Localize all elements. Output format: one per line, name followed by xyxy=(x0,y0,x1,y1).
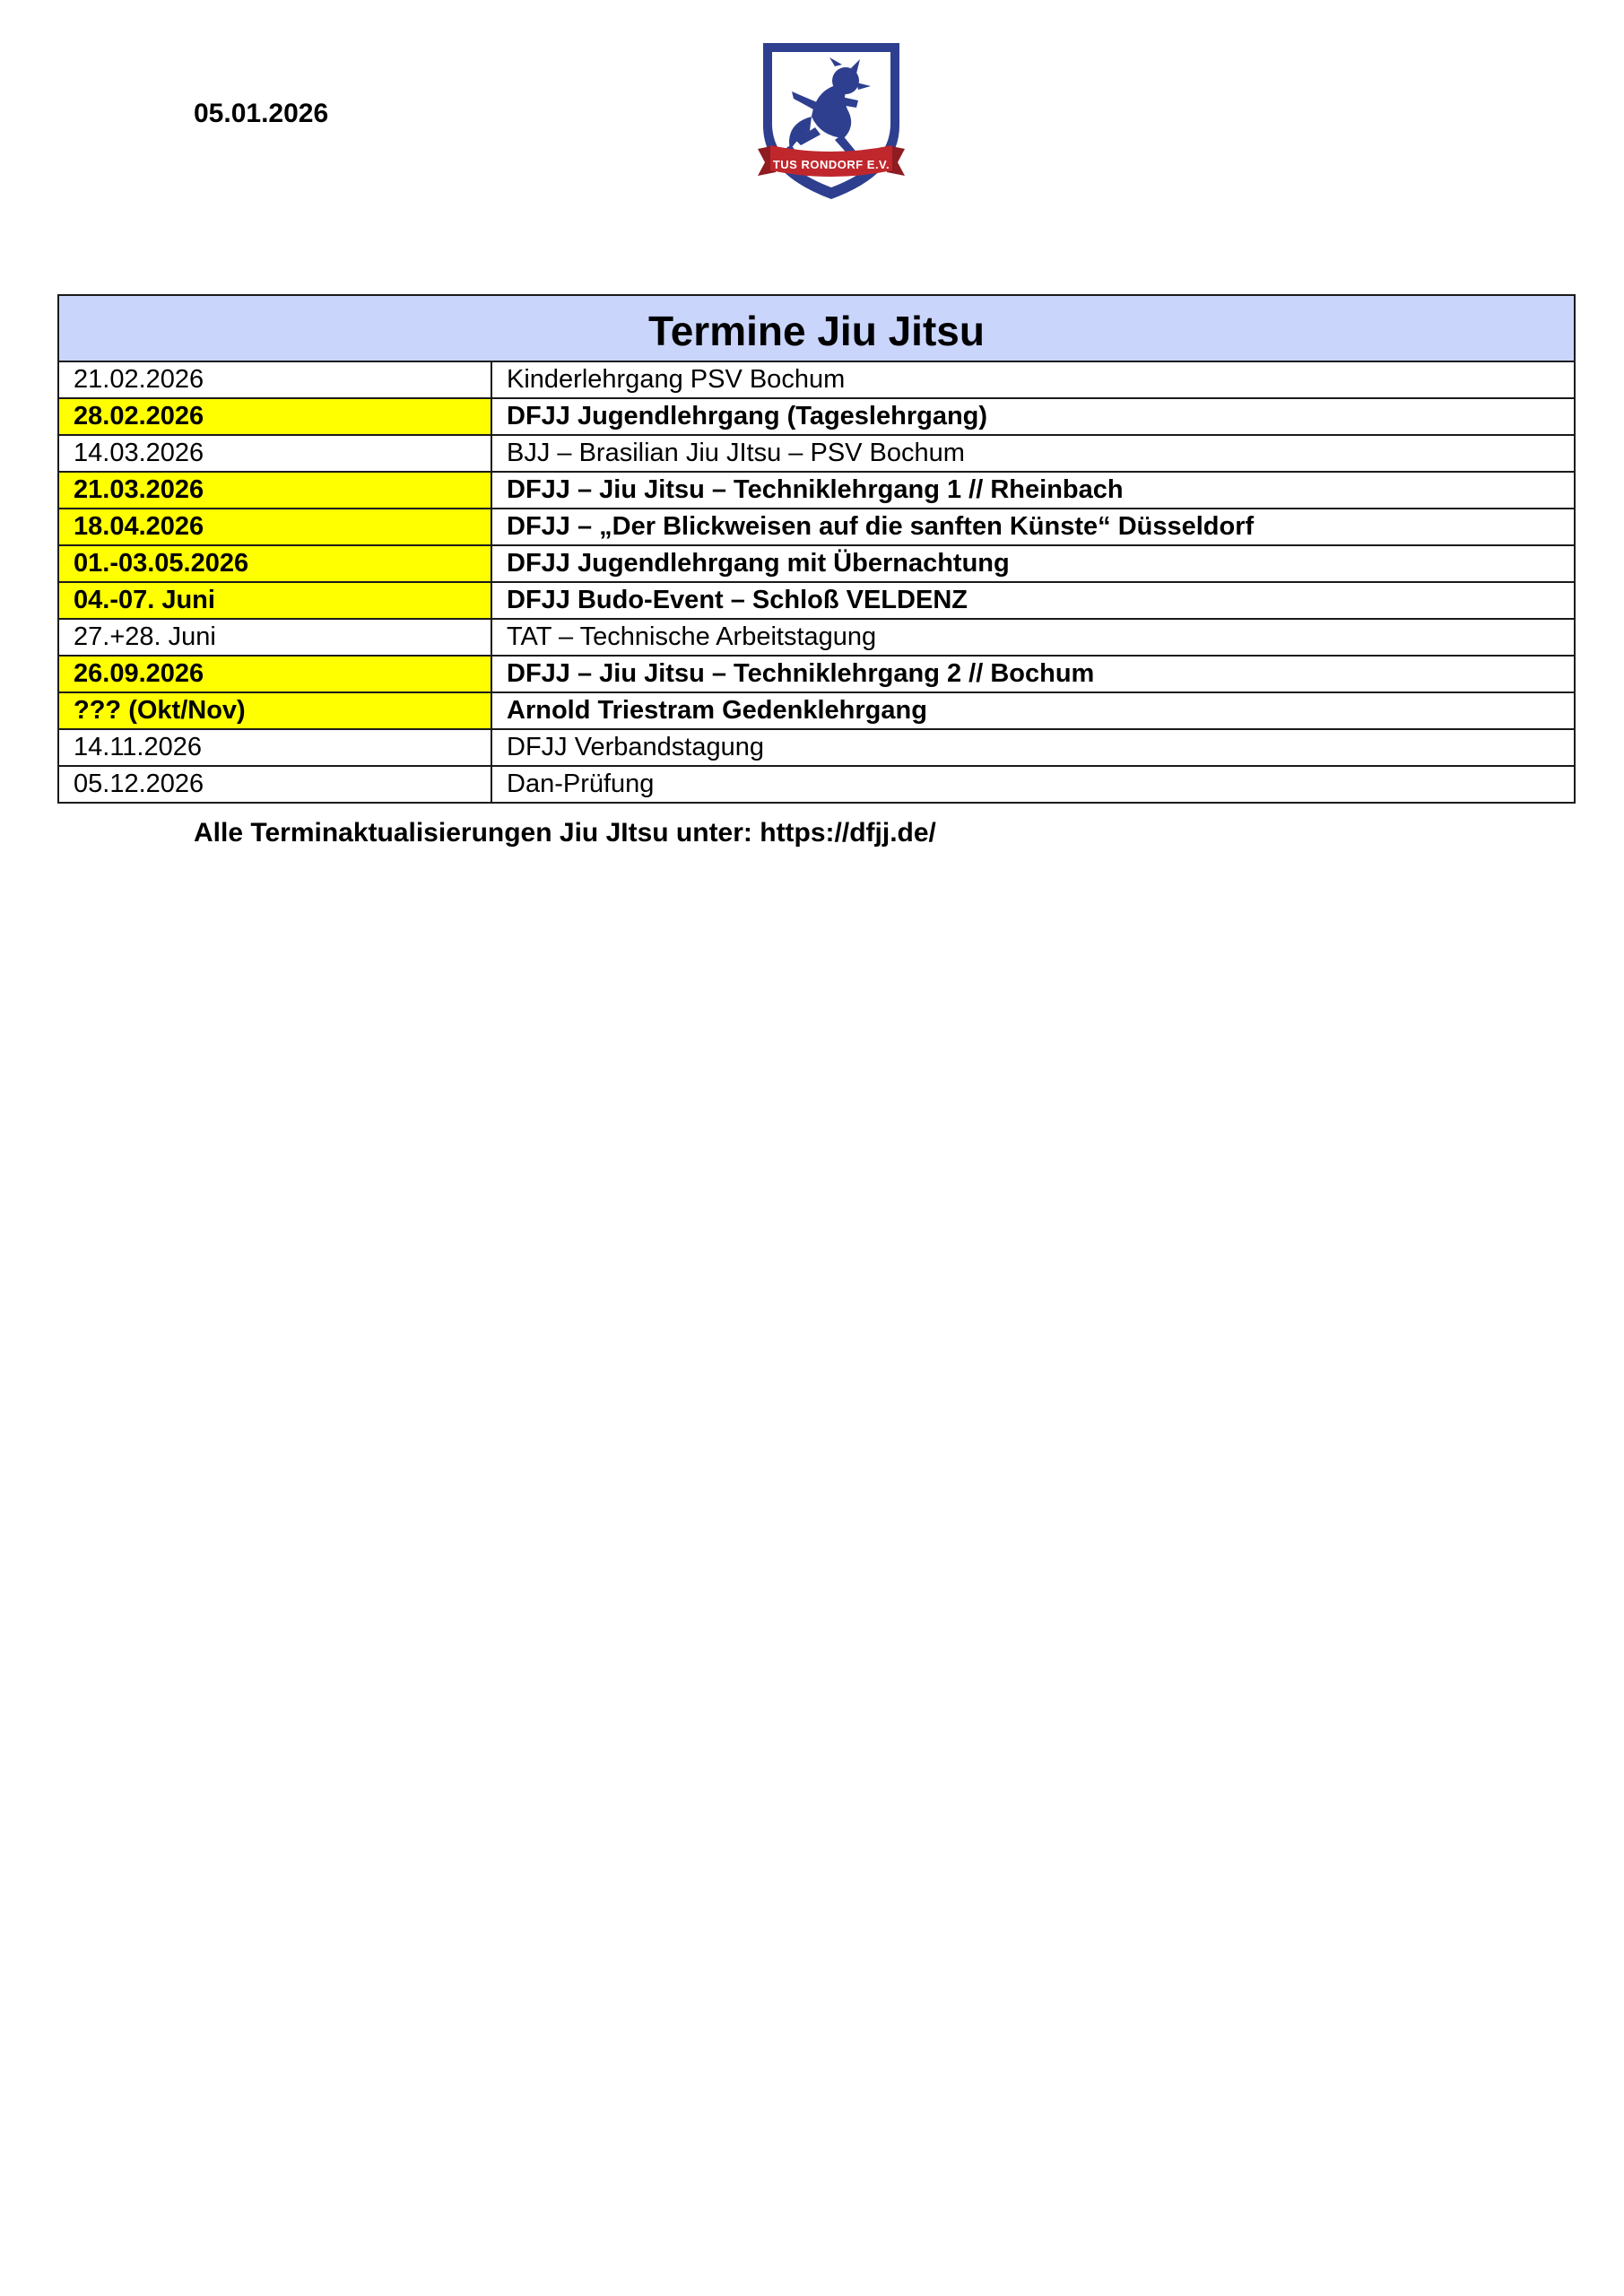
table-row xyxy=(58,766,1575,803)
footer-note: Alle Terminaktualisierungen Jiu JItsu unter: https://dfjj.de/ xyxy=(194,818,936,848)
event-name: DFJJ Verbandstagung xyxy=(491,729,1575,766)
document-date: 05.01.2026 xyxy=(194,99,329,128)
event-name: TAT – Technische Arbeitstagung xyxy=(491,619,1575,656)
table-row xyxy=(58,656,1575,692)
event-date: 18.04.2026 xyxy=(58,509,491,545)
club-logo xyxy=(758,39,905,206)
table-row xyxy=(58,545,1575,582)
table-row xyxy=(58,361,1575,398)
table-row xyxy=(58,692,1575,729)
event-date: 04.-07. Juni xyxy=(58,582,491,619)
event-name: DFJJ Jugendlehrgang (Tageslehrgang) xyxy=(491,398,1575,435)
table-row xyxy=(58,582,1575,619)
table-row xyxy=(58,398,1575,435)
schedule-rows xyxy=(58,361,1575,803)
table-row xyxy=(58,435,1575,472)
schedule-table xyxy=(57,294,1576,804)
event-name: DFJJ Budo-Event – Schloß VELDENZ xyxy=(491,582,1575,619)
event-date: 05.12.2026 xyxy=(58,766,491,803)
table-row xyxy=(58,729,1575,766)
table-row xyxy=(58,472,1575,509)
event-name: BJJ – Brasilian Jiu JItsu – PSV Bochum xyxy=(491,435,1575,472)
event-date: 26.09.2026 xyxy=(58,656,491,692)
logo-ribbon-text: TUS RONDORF E.V. xyxy=(772,158,890,171)
event-date: 21.02.2026 xyxy=(58,361,491,398)
event-date: ??? (Okt/Nov) xyxy=(58,692,491,729)
event-date: 01.-03.05.2026 xyxy=(58,545,491,582)
table-title: Termine Jiu Jitsu xyxy=(58,295,1575,361)
event-date: 27.+28. Juni xyxy=(58,619,491,656)
event-date: 14.11.2026 xyxy=(58,729,491,766)
event-name: Arnold Triestram Gedenklehrgang xyxy=(491,692,1575,729)
table-row xyxy=(58,619,1575,656)
lion-shield-icon xyxy=(758,39,905,206)
event-name: DFJJ – „Der Blickweisen auf die sanften Künste“ Düsseldorf xyxy=(491,509,1575,545)
table-row xyxy=(58,509,1575,545)
event-name: Kinderlehrgang PSV Bochum xyxy=(491,361,1575,398)
event-name: DFJJ – Jiu Jitsu – Techniklehrgang 1 // Rheinbach xyxy=(491,472,1575,509)
event-name: DFJJ Jugendlehrgang mit Übernachtung xyxy=(491,545,1575,582)
event-date: 28.02.2026 xyxy=(58,398,491,435)
event-name: DFJJ – Jiu Jitsu – Techniklehrgang 2 // Bochum xyxy=(491,656,1575,692)
event-date: 14.03.2026 xyxy=(58,435,491,472)
event-date: 21.03.2026 xyxy=(58,472,491,509)
event-name: Dan-Prüfung xyxy=(491,766,1575,803)
